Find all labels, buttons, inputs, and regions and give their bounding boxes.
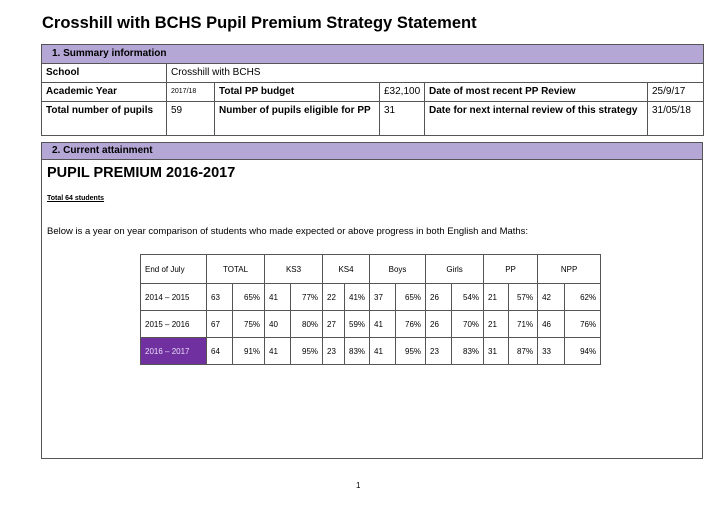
row-label: 2015 – 2016 — [141, 311, 207, 338]
table-cell: 23 — [323, 338, 345, 365]
table-cell: 26 — [426, 311, 452, 338]
table-cell: 41 — [265, 338, 291, 365]
column-header: PP — [484, 255, 538, 284]
table-cell: 87% — [509, 338, 538, 365]
table-cell: 27 — [323, 311, 345, 338]
table-cell: 71% — [509, 311, 538, 338]
page-number: 1 — [356, 481, 361, 490]
table-cell: 63 — [207, 284, 233, 311]
table-cell: 41 — [370, 338, 396, 365]
table-cell: 41 — [265, 284, 291, 311]
table-cell: 33 — [538, 338, 565, 365]
table-row — [141, 284, 601, 311]
table-header-row — [141, 255, 601, 284]
table-cell: 83% — [452, 338, 484, 365]
academic-year-label: Academic Year — [42, 83, 167, 102]
table-cell: 59% — [345, 311, 370, 338]
column-header: NPP — [538, 255, 601, 284]
table-cell: 41% — [345, 284, 370, 311]
table-cell: 70% — [452, 311, 484, 338]
table-cell: 23 — [426, 338, 452, 365]
total-pp-budget-value: £32,100 — [380, 83, 425, 102]
table-cell: 76% — [565, 311, 601, 338]
table-cell: 21 — [484, 311, 509, 338]
column-header: KS3 — [265, 255, 323, 284]
table-cell: 83% — [345, 338, 370, 365]
next-review-label: Date for next internal review of this strategy — [425, 102, 648, 136]
table-cell: 76% — [396, 311, 426, 338]
table-row — [141, 338, 601, 365]
row-label: 2014 – 2015 — [141, 284, 207, 311]
column-header: End of July — [141, 255, 207, 284]
document-title: Crosshill with BCHS Pupil Premium Strategy Statement — [42, 14, 477, 32]
current-attainment-section — [41, 142, 703, 459]
table-cell: 26 — [426, 284, 452, 311]
table-cell: 75% — [233, 311, 265, 338]
table-cell: 37 — [370, 284, 396, 311]
table-cell: 94% — [565, 338, 601, 365]
column-header: Boys — [370, 255, 426, 284]
table-cell: 31 — [484, 338, 509, 365]
table-cell: 62% — [565, 284, 601, 311]
table-cell: 65% — [396, 284, 426, 311]
table-cell: 46 — [538, 311, 565, 338]
total-students-label: Total 64 students — [47, 195, 105, 202]
table-cell: 54% — [452, 284, 484, 311]
school-label: School — [42, 64, 167, 83]
total-pupils-value: 59 — [167, 102, 215, 136]
summary-section-header: 1. Summary information — [42, 45, 704, 64]
summary-information-table — [41, 44, 704, 136]
recent-review-value: 25/9/17 — [648, 83, 704, 102]
row-label-highlighted: 2016 – 2017 — [141, 338, 207, 365]
table-cell: 95% — [396, 338, 426, 365]
table-cell: 22 — [323, 284, 345, 311]
attainment-section-header: 2. Current attainment — [42, 143, 702, 160]
table-row — [141, 311, 601, 338]
academic-year-value: 2017/18 — [167, 83, 215, 102]
table-cell: 95% — [291, 338, 323, 365]
table-cell: 91% — [233, 338, 265, 365]
column-header: TOTAL — [207, 255, 265, 284]
total-pupils-label: Total number of pupils — [42, 102, 167, 136]
table-cell: 42 — [538, 284, 565, 311]
table-cell: 40 — [265, 311, 291, 338]
table-cell: 57% — [509, 284, 538, 311]
table-cell: 67 — [207, 311, 233, 338]
table-cell: 65% — [233, 284, 265, 311]
eligible-pupils-value: 31 — [380, 102, 425, 136]
total-pp-budget-label: Total PP budget — [215, 83, 380, 102]
table-cell: 77% — [291, 284, 323, 311]
table-cell: 41 — [370, 311, 396, 338]
column-header: Girls — [426, 255, 484, 284]
table-cell: 80% — [291, 311, 323, 338]
school-value: Crosshill with BCHS — [167, 64, 704, 83]
pupil-premium-heading: PUPIL PREMIUM 2016-2017 — [47, 165, 236, 181]
attainment-comparison-table — [140, 254, 601, 365]
table-cell: 21 — [484, 284, 509, 311]
comparison-intro-text: Below is a year on year comparison of students who made expected or above progress in both English and Maths: — [47, 226, 529, 237]
next-review-value: 31/05/18 — [648, 102, 704, 136]
recent-review-label: Date of most recent PP Review — [425, 83, 648, 102]
table-cell: 64 — [207, 338, 233, 365]
eligible-pupils-label: Number of pupils eligible for PP — [215, 102, 380, 136]
column-header: KS4 — [323, 255, 370, 284]
